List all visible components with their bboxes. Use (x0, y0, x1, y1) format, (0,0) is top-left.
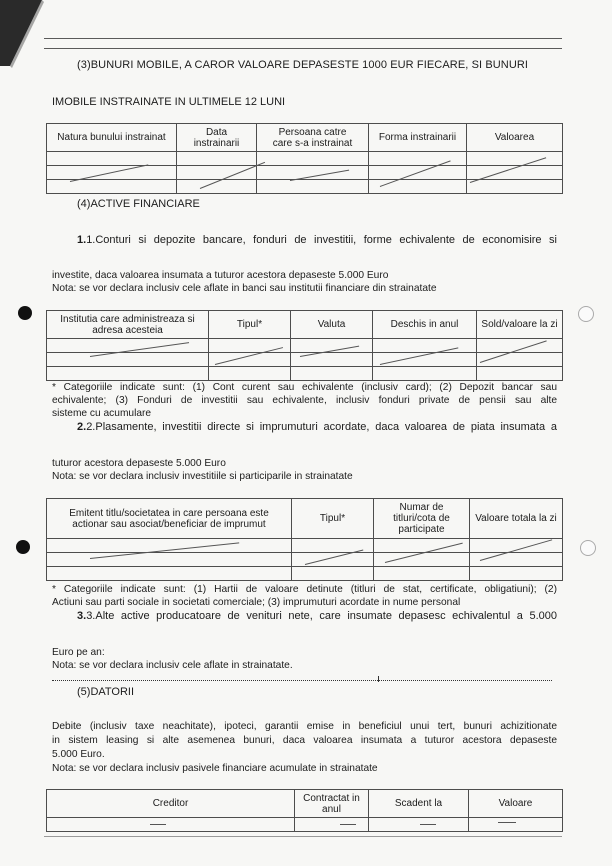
punch-hole-left-top (18, 306, 32, 320)
col-tipul: Tipul* (292, 499, 374, 539)
col-contractat: Contractat in anul (295, 790, 369, 818)
item2-footnote-line1: * Categoriile indicate sunt: (1) Hartii de valoare detinute (titluri de stat, certificate, obligatiuni); (2) (52, 584, 557, 595)
section3-title-line2: IMOBILE INSTRAINATE IN ULTIMELE 12 LUNI (52, 96, 286, 108)
table-header-row (47, 499, 563, 539)
col-numar: Numar de titluri/cota de participate (374, 499, 470, 539)
section5-note: Nota: se vor declara inclusiv pasivele financiare acumulate in strainatate (52, 763, 378, 774)
item1-footnote-line2: echivalente; (3) Fonduri de investitii sau echivalente, inclusiv fonduri private de pensii sau alte (52, 395, 557, 406)
item1-line2: investite, daca valoarea insumata a tuturor acestora depaseste 5.000 Euro (52, 270, 389, 281)
section3-table (46, 123, 563, 194)
scan-corner-shadow (0, 0, 60, 70)
strike-mark (420, 824, 436, 825)
top-rule-1 (44, 38, 562, 39)
section4-item2-table (46, 498, 563, 581)
section5-para-line3: 5.000 Euro. (52, 749, 105, 760)
col-valoare: Valoare (469, 790, 563, 818)
table-row (47, 818, 563, 832)
section5-title: (5)DATORII (77, 686, 135, 698)
col-sold: Sold/valoare la zi (477, 311, 563, 339)
table-row (47, 539, 563, 553)
section3-title-line1: (3)BUNURI MOBILE, A CAROR VALOARE DEPASESTE 1000 EUR FIECARE, SI BUNURI (77, 59, 529, 71)
item1-footnote-line1: * Categoriile indicate sunt: (1) Cont curent sau echivalente (inclusiv card); (2) Depozit bancar sau (52, 382, 557, 393)
col-emitent: Emitent titlu/societatea in care persoana este actionar sau asociat/beneficiar de imprumut (47, 499, 292, 539)
table-header-row (47, 124, 563, 152)
col-valoarea: Valoarea (467, 124, 563, 152)
item1-line1: 1.1.Conturi si depozite bancare, fonduri de investitii, forme echivalente de economisire si (77, 234, 557, 246)
col-data: Data instrainarii (177, 124, 257, 152)
col-tipul: Tipul* (209, 311, 291, 339)
table-row (47, 180, 563, 194)
col-institutia: Institutia care administreaza si adresa acesteia (47, 311, 209, 339)
dotted-line-tick (378, 676, 379, 682)
strike-mark (150, 824, 166, 825)
top-rule-2 (44, 48, 562, 49)
col-valoare-totala: Valoare totala la zi (470, 499, 563, 539)
item3-line2: Euro pe an: (52, 647, 105, 658)
table-row (47, 367, 563, 381)
col-scadent: Scadent la (369, 790, 469, 818)
col-natura: Natura bunului instrainat (47, 124, 177, 152)
section5-para-line2: in sistem leasing si alte asemenea bunuri, daca valoarea insumata a tuturor acestora depaseste (52, 735, 557, 746)
item2-footnote-line2: Actiuni sau parti sociale in societati comerciale; (3) imprumuturi acordate in nume personal (52, 597, 461, 608)
item2-note: Nota: se vor declara inclusiv investitiile si participarile in strainatate (52, 471, 353, 482)
punch-hole-left-bottom (16, 540, 30, 554)
item1-footnote-line3: sisteme cu acumulare (52, 408, 152, 419)
col-persoana: Persoana catre care s-a instrainat (257, 124, 369, 152)
col-forma: Forma instrainarii (369, 124, 467, 152)
table-header-row (47, 311, 563, 339)
dotted-fill-line (52, 680, 552, 681)
punch-hole-right-top (578, 306, 594, 322)
table-row (47, 567, 563, 581)
section4-item1-table (46, 310, 563, 381)
strike-mark (498, 822, 516, 823)
col-deschis: Deschis in anul (373, 311, 477, 339)
col-valuta: Valuta (291, 311, 373, 339)
section5-table (46, 789, 563, 832)
col-creditor: Creditor (47, 790, 295, 818)
item3-line1: 3.3.Alte active producatoare de venituri nete, care insumate depasesc echivalentul a 5.000 (77, 610, 557, 622)
item3-note: Nota: se vor declara inclusiv cele aflate in strainatate. (52, 660, 293, 671)
table-row (47, 152, 563, 166)
bottom-rule (44, 836, 562, 837)
item2-line1: 2.2.Plasamente, investitii directe si imprumuturi acordate, daca valoarea de piata insumata a (77, 421, 557, 433)
item2-line2: tuturor acestora depaseste 5.000 Euro (52, 458, 226, 469)
table-header-row (47, 790, 563, 818)
strike-mark (340, 824, 356, 825)
item1-note: Nota: se vor declara inclusiv cele aflate in banci sau institutii financiare din strainatate (52, 283, 437, 294)
section5-para-line1: Debite (inclusiv taxe neachitate), ipoteci, garantii emise in beneficiul unui tert, bunuri achizitionate (52, 721, 557, 732)
section4-title: (4)ACTIVE FINANCIARE (77, 198, 200, 210)
punch-hole-right-bottom (580, 540, 596, 556)
